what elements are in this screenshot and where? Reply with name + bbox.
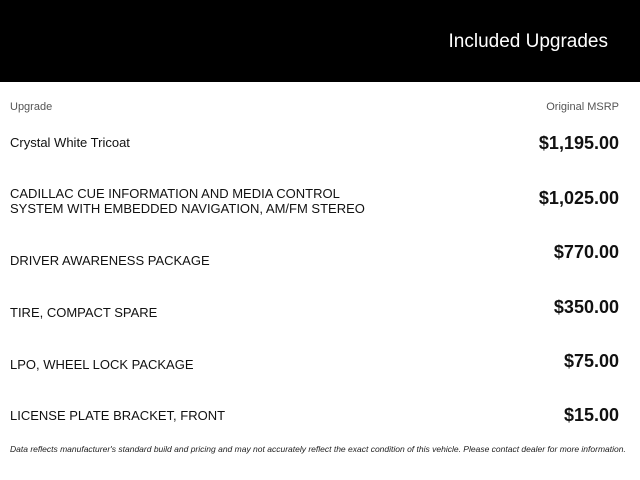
upgrade-price: $1,195.00: [538, 133, 619, 153]
upgrade-price: $75.00: [563, 351, 619, 371]
upgrade-name-line: TIRE, COMPACT SPARE: [10, 305, 158, 320]
upgrade-name-line: Crystal White Tricoat: [10, 135, 130, 150]
page-title: Included Upgrades: [448, 31, 608, 52]
header-bar: [0, 0, 640, 82]
upgrade-price: $770.00: [553, 242, 619, 262]
upgrade-price: $1,025.00: [538, 188, 619, 208]
upgrade-name-line: SYSTEM WITH EMBEDDED NAVIGATION, AM/FM STEREO: [10, 201, 365, 216]
column-header-msrp: Original MSRP: [546, 101, 619, 113]
upgrade-name-line: CADILLAC CUE INFORMATION AND MEDIA CONTROL: [10, 186, 340, 201]
upgrade-name: [10, 253, 410, 268]
upgrade-name: [10, 135, 410, 150]
upgrade-name-line: DRIVER AWARENESS PACKAGE: [10, 253, 210, 268]
upgrade-name: [10, 408, 410, 423]
upgrade-name-line: LPO, WHEEL LOCK PACKAGE: [10, 357, 194, 372]
upgrade-name-line: LICENSE PLATE BRACKET, FRONT: [10, 408, 226, 423]
upgrade-price: $350.00: [553, 297, 619, 317]
disclaimer-text: Data reflects manufacturer's standard build and pricing and may not accurately reflect the exact condition of this vehicle. Please contact dealer for more information.: [10, 444, 626, 454]
upgrade-name: [10, 305, 410, 320]
upgrade-name: [10, 186, 410, 216]
column-header-upgrade: Upgrade: [10, 101, 53, 113]
upgrade-price: $15.00: [563, 405, 619, 425]
upgrade-name: [10, 357, 410, 372]
